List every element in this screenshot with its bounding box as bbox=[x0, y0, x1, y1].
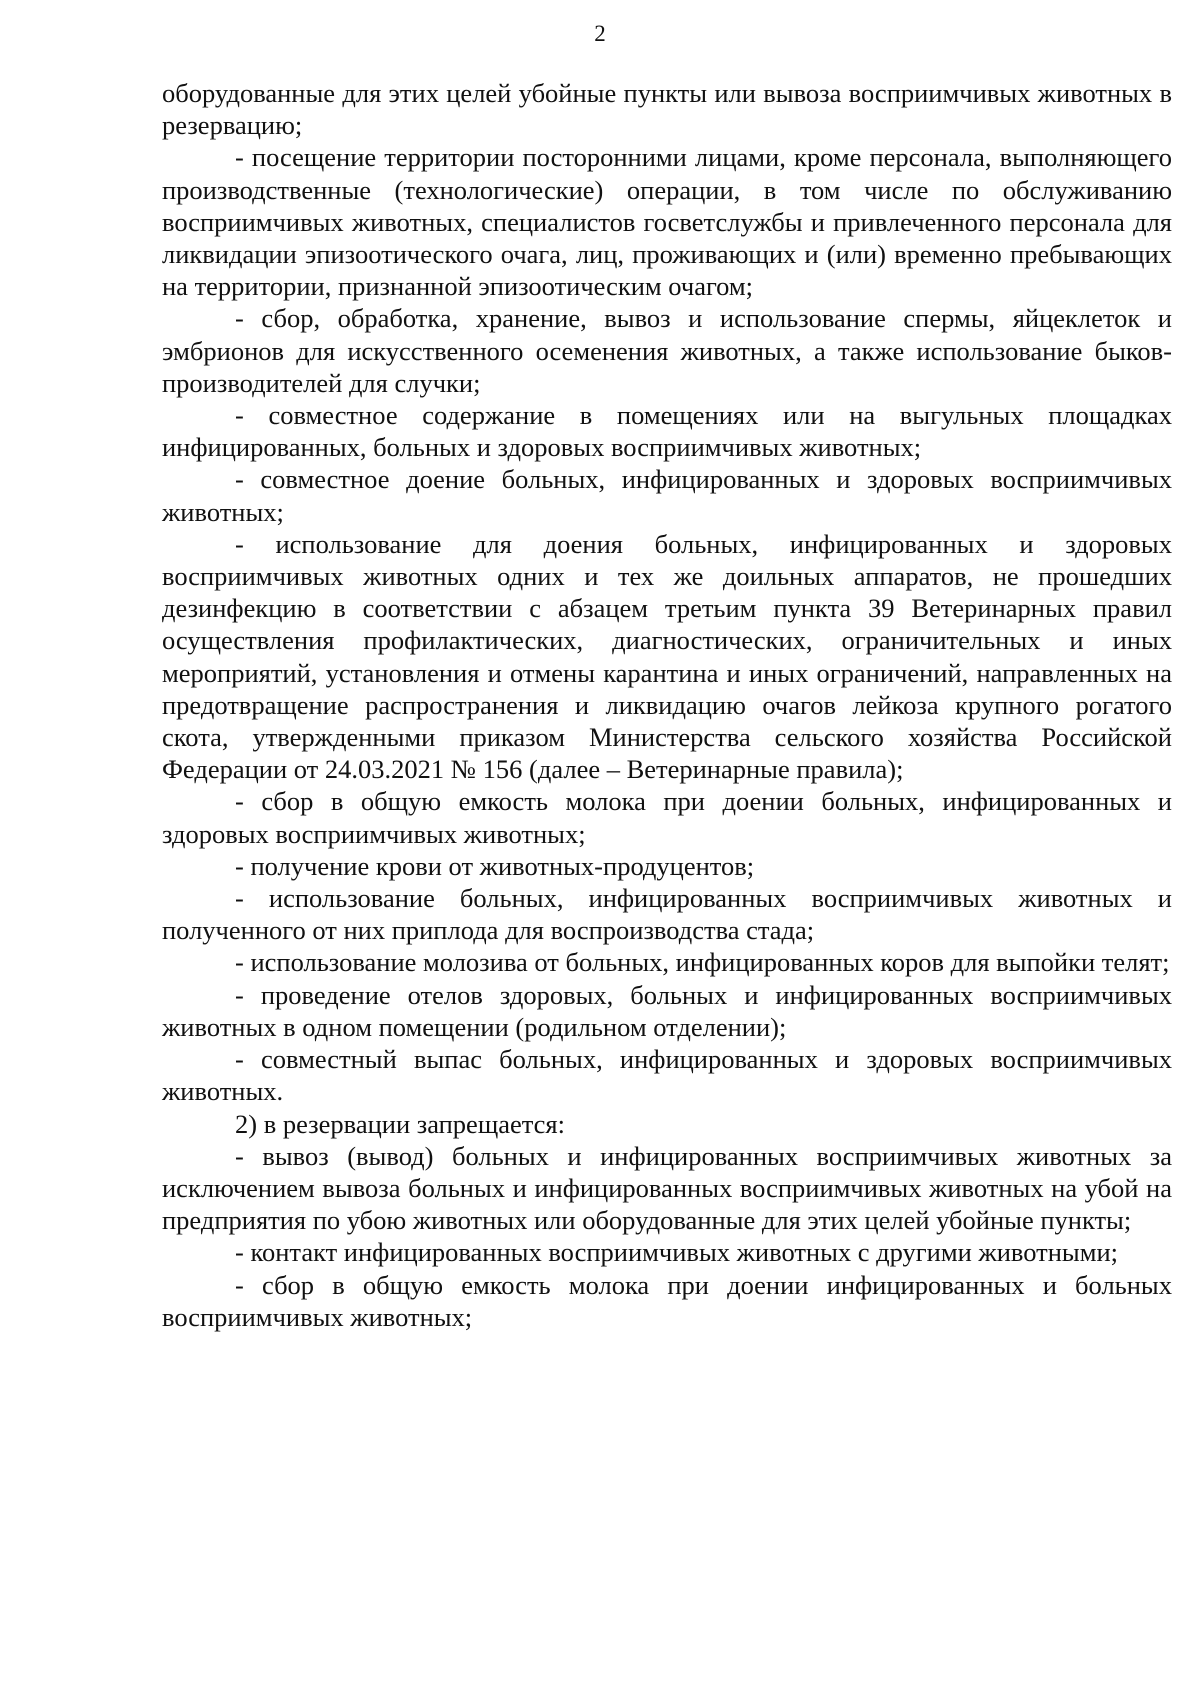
paragraph: - сбор в общую емкость молока при доении больных, инфицированных и здоровых восприимчивых животных; bbox=[162, 786, 1172, 849]
paragraph: - совместное содержание в помещениях или на выгульных площадках инфицированных, больных и здоровых восприимчивых животных; bbox=[162, 400, 1172, 463]
paragraph: - посещение территории посторонними лицами, кроме персонала, выполняющего производственные (технологические) операции, в том числе по обслуживанию восприимчивых животных, специалистов госветслужбы и привлеченного персонала для ликвидации эпизоотического очага, лиц, проживающих и (или) временно пребывающих на территории, признанной эпизоотическим очагом; bbox=[162, 142, 1172, 302]
paragraph: - получение крови от животных-продуцентов; bbox=[235, 850, 755, 881]
paragraph: - использование для доения больных, инфицированных и здоровых восприимчивых животных одних и тех же доильных аппаратов, не прошедших дезинфекцию в соответствии с абзацем третьим пункта 39 Ветеринарных правил осуществления профилактических, диагностических, ограничительных и иных мероприятий, установления и отмены карантина и иных ограничений, направленных на предотвращение распространения и ликвидацию очагов лейкоза крупного рогатого скота, утвержденными приказом Министерства сельского хозяйства Российской Федерации от 24.03.2021 № 156 (далее – Ветеринарные правила); bbox=[162, 528, 1172, 785]
page-number: 2 bbox=[594, 21, 606, 46]
paragraph: - вывоз (вывод) больных и инфицированных восприимчивых животных за исключением вывоза больных и инфицированных восприимчивых животных на убой на предприятия по убою животных или оборудованные для этих целей убойные пункты; bbox=[162, 1140, 1172, 1236]
paragraph: - использование молозива от больных, инфицированных коров для выпойки телят; bbox=[235, 947, 1170, 978]
section-heading: 2) в резервации запрещается: bbox=[235, 1108, 565, 1139]
paragraph: - проведение отелов здоровых, больных и инфицированных восприимчивых животных в одном помещении (родильном отделении); bbox=[162, 979, 1172, 1042]
paragraph: - сбор, обработка, хранение, вывоз и использование спермы, яйцеклеток и эмбрионов для искусственного осеменения животных, а также использование быков-производителей для случки; bbox=[162, 303, 1172, 398]
paragraph: оборудованные для этих целей убойные пункты или вывоза восприимчивых животных в резервацию; bbox=[162, 78, 1172, 141]
paragraph: - использование больных, инфицированных восприимчивых животных и полученного от них приплода для воспроизводства стада; bbox=[162, 883, 1172, 946]
paragraph: - контакт инфицированных восприимчивых животных с другими животными; bbox=[235, 1237, 1119, 1268]
document-body bbox=[162, 77, 1172, 1333]
paragraph: - сбор в общую емкость молока при доении инфицированных и больных восприимчивых животных; bbox=[162, 1269, 1172, 1332]
paragraph: - совместный выпас больных, инфицированных и здоровых восприимчивых животных. bbox=[162, 1044, 1172, 1107]
paragraph: - совместное доение больных, инфицированных и здоровых восприимчивых животных; bbox=[162, 464, 1172, 527]
